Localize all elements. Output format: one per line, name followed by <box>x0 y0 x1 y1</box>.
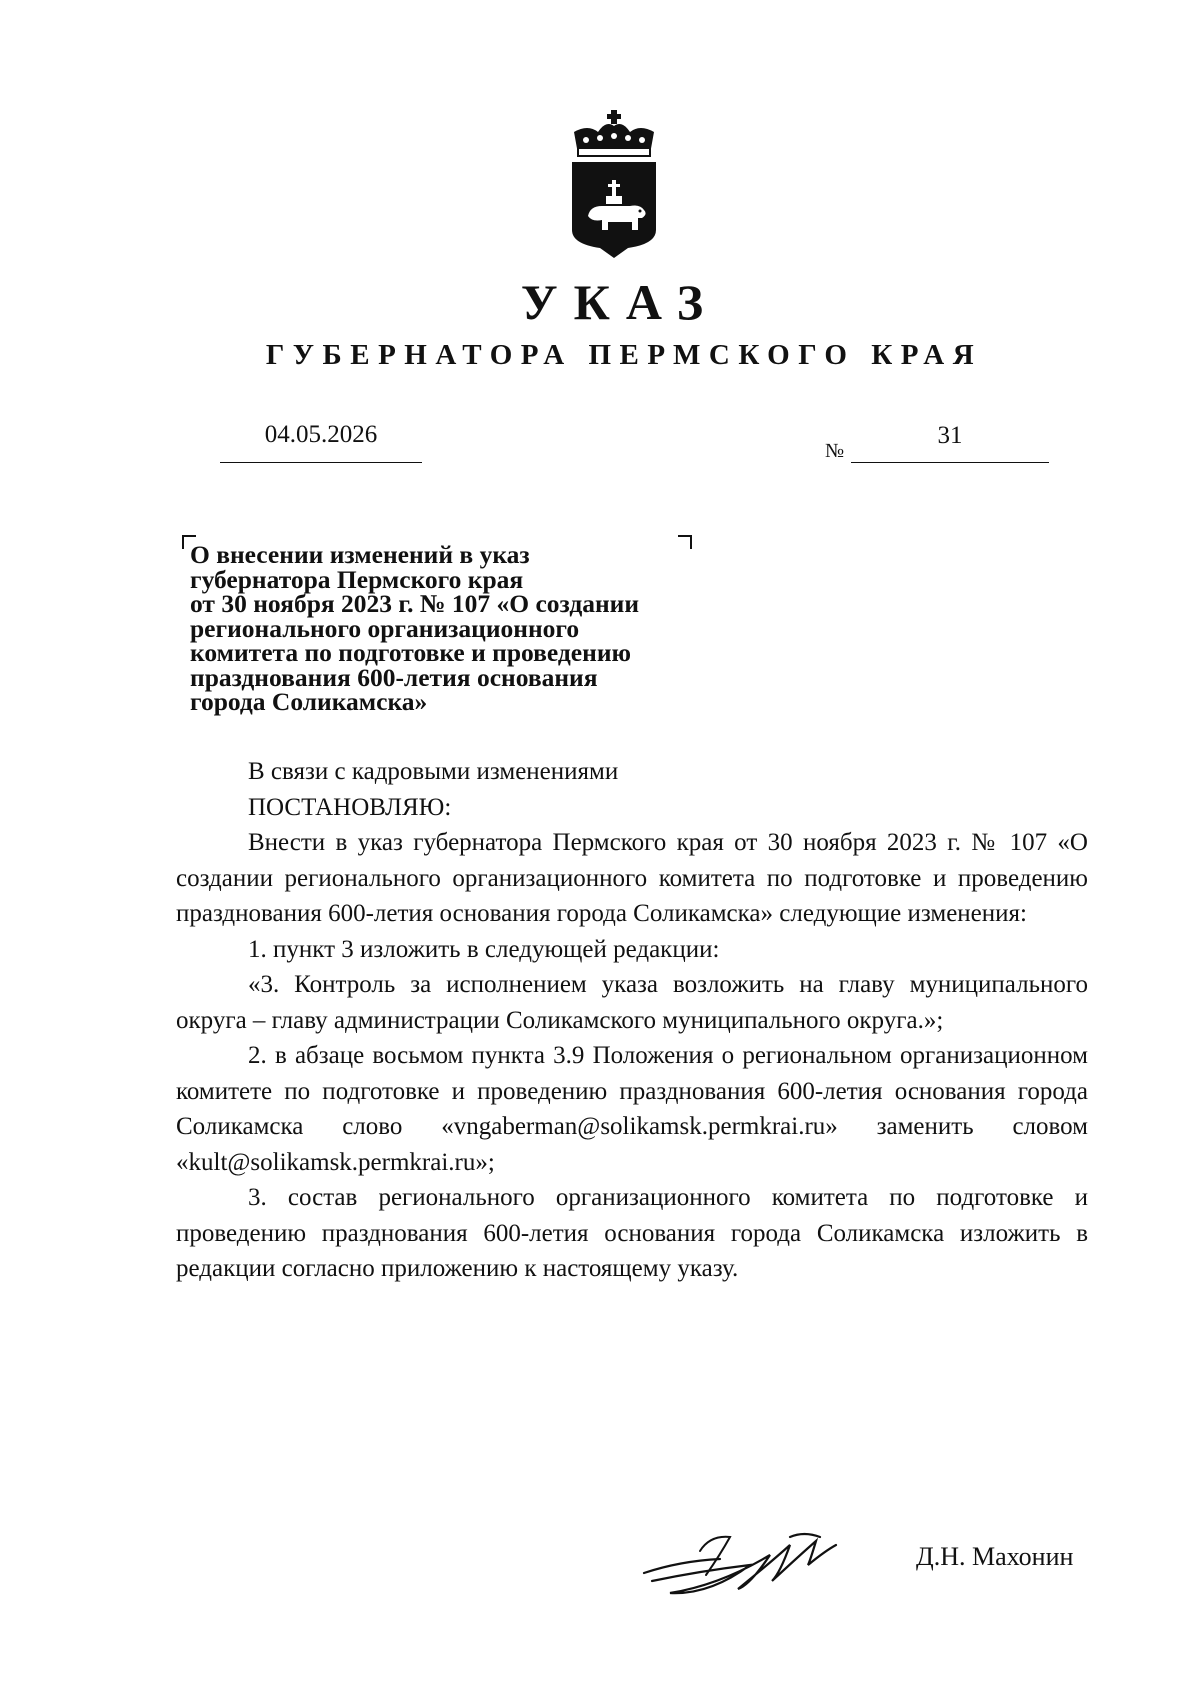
signature-icon <box>640 1515 840 1605</box>
date-underline <box>220 462 422 463</box>
document-title: УКАЗ <box>520 274 720 330</box>
document-body <box>176 754 1088 1287</box>
number-label: № <box>825 440 845 462</box>
number-underline <box>851 462 1049 463</box>
body-paragraph: Внести в указ губернатора Пермского края от 30 ноября 2023 г. № 107 «О создании регионального организационного комитета по подготовке и проведению празднования 600-летия основания города Соликамска» следующие изменения: <box>176 829 1088 927</box>
signer-name: Д.Н. Махонин <box>916 1542 1074 1571</box>
document-subtitle: ГУБЕРНАТОРА ПЕРМСКОГО КРАЯ <box>265 339 983 371</box>
body-paragraph: В связи с кадровыми изменениями <box>248 758 619 785</box>
body-paragraph: 1. пункт 3 изложить в следующей редакции: <box>248 935 720 963</box>
document-date: 04.05.2026 <box>264 421 378 448</box>
document-heading: О внесении изменений в указ губернатора Пермского края от 30 ноября 2023 г. № 107 «О создании регионального организационного комитета по подготовке и проведению празднования 600-летия основания города Соликамска» <box>190 540 640 716</box>
body-paragraph: 3. состав регионального организационного комитета по подготовке и проведению празднования 600-летия основания города Соликамска изложить в редакции согласно приложению к настоящему указу. <box>176 1184 1088 1282</box>
body-paragraph: «3. Контроль за исполнением указа возложить на главу муниципального округа – главу администрации Соликамского муниципального округа.»; <box>176 971 1088 1034</box>
body-paragraph: 2. в абзаце восьмом пункта 3.9 Положения о региональном организационном комитете по подготовке и проведению празднования 600-летия основания города Соликамска слово «vngaberman@solikamsk.permkrai.ru» заменить словом «kult@solikamsk.permkrai.ru»; <box>176 1042 1088 1176</box>
document-number: 31 <box>937 422 963 449</box>
body-paragraph-decree: ПОСТАНОВЛЯЮ: <box>248 793 452 821</box>
coat-of-arms-icon <box>568 110 660 260</box>
